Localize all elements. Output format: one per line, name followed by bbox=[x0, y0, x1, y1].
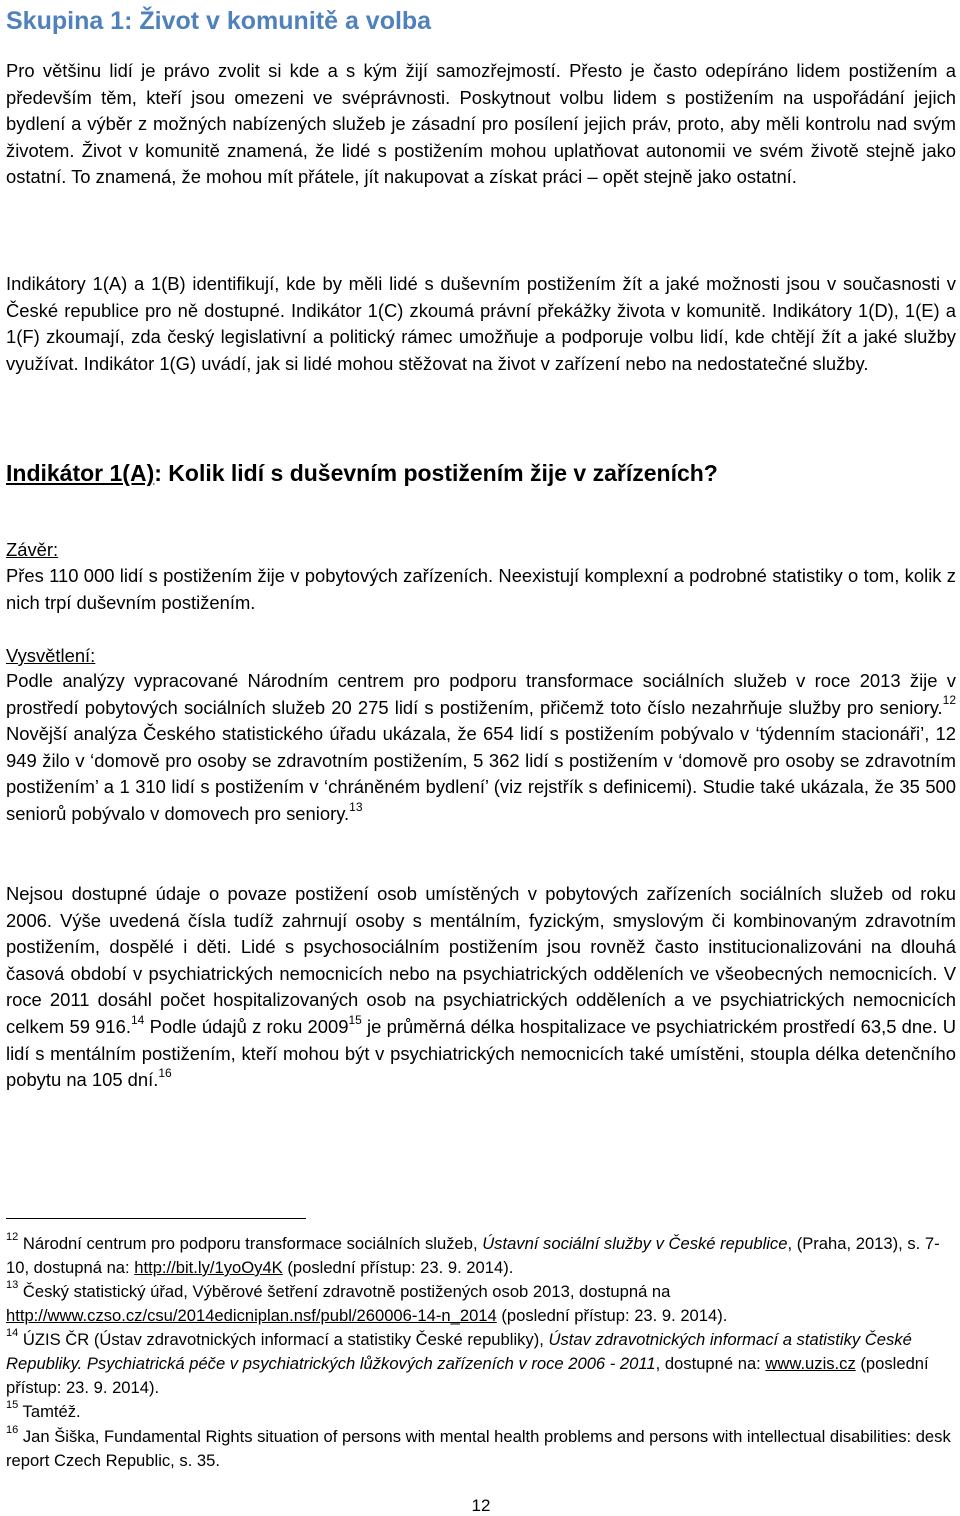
footnote-text: Národní centrum pro podporu transformace sociálních služeb, bbox=[18, 1234, 483, 1253]
footnote-text: Tamtéž. bbox=[18, 1402, 81, 1421]
explanation-label-text: Vysvětlení bbox=[6, 645, 91, 666]
section-heading: Skupina 1: Život v komunitě a volba bbox=[6, 7, 432, 35]
footnote-text: (poslední přístup: 23. 9. 2014). bbox=[496, 1306, 728, 1325]
footnote-text: (poslední přístup: 23. 9. 2014). bbox=[6, 1354, 929, 1397]
footnote-ref-16[interactable]: 16 bbox=[158, 1066, 172, 1081]
conclusion-text: Přes 110 000 lidí s postižením žije v pobytových zařízeních. Neexistují komplexní a podrobné statistiky o tom, kolik z nich trpí duševním postižením. bbox=[6, 565, 956, 613]
explanation-paragraph-1 bbox=[6, 668, 956, 828]
explanation-p2-part-c: je průměrná délka hospitalizace ve psychiatrickém prostředí 63,5 dne. U lidí s mentálním postižením, kteří mohou být v psychiatrických nemocnicích také umístěni, stoupla délka detenčního pobytu na 105 dní. bbox=[6, 1015, 956, 1091]
footnote-number: 15 bbox=[6, 1399, 19, 1412]
footnote-14 bbox=[6, 1328, 956, 1400]
page-number: 12 bbox=[471, 1496, 491, 1515]
intro-paragraph-2: Indikátory 1(A) a 1(B) identifikují, kde by měli lidé s duševním postižením žít a jaké možnosti jsou v současnosti v České republice pro ně dostupné. Indikátor 1(C) zkoumá právní překážky života v komunitě. Indikátory 1(D), 1(E) a 1(F) zkoumají, zda český legislativní a politický rámec umožňuje a podporuje volbu lidí, kde chtějí žít a jaké služby využívat. Indikátor 1(G) uvádí, jak si lidé mohou stěžovat na život v zařízení nebo na nedostatečné služby. bbox=[6, 273, 956, 374]
footnote-link[interactable]: www.uzis.cz bbox=[765, 1354, 856, 1373]
footnote-15 bbox=[6, 1400, 956, 1424]
indicator-label: Indikátor 1(A) bbox=[6, 460, 155, 486]
footnote-number: 12 bbox=[6, 1231, 19, 1244]
explanation-p2-part-b: Podle údajů z roku 2009 bbox=[144, 1015, 349, 1037]
indicator-heading bbox=[6, 457, 718, 489]
footnote-text: (poslední přístup: 23. 9. 2014). bbox=[282, 1258, 514, 1277]
footnote-divider bbox=[6, 1218, 306, 1219]
footnote-text: Jan Šiška, Fundamental Rights situation of persons with mental health problems and persons with intellectual disabilities: desk report Czech Republic, s. 35. bbox=[6, 1427, 951, 1470]
footnote-title: Ústav zdravotnických informací a statistiky České Republiky. Psychiatrická péče v psychiatrických lůžkových zařízeních v roce 2006 - 2011 bbox=[6, 1330, 912, 1373]
footnote-text: Český statistický úřad, Výběrové šetření zdravotně postižených osob 2013, dostupná na bbox=[18, 1282, 671, 1301]
footnote-number: 16 bbox=[6, 1424, 19, 1437]
footnote-text: ÚZIS ČR (Ústav zdravotnických informací a statistiky České republiky), bbox=[18, 1330, 549, 1349]
footnote-ref-14[interactable]: 14 bbox=[130, 1012, 145, 1027]
footnote-12 bbox=[6, 1232, 956, 1280]
footnote-title: Ústavní sociální služby v České republice bbox=[482, 1234, 788, 1253]
footnote-link[interactable]: http://bit.ly/1yoOy4K bbox=[134, 1258, 283, 1277]
footnote-ref-12[interactable]: 12 bbox=[942, 693, 956, 708]
intro-paragraph-1: Pro většinu lidí je právo zvolit si kde a s kým žijí samozřejmostí. Přesto je často odepíráno lidem postižením a především těm, kteří jsou omezeni ve svéprávnosti. Poskytnout volbu lidem s postižením na uspořádání jejich bydlení a výběr z možných nabízených služeb je zásadní pro posílení jejich práv, proto, aby měli kontrolu nad svým životem. Život v komunitě znamená, že lidé s postižením mohou uplatňovat autonomii ve svém životě stejně jako ostatní. To znamená, že mohou mít přátele, jít nakupovat a získat práci – opět stejně jako ostatní. bbox=[6, 60, 956, 188]
explanation-p2-part-a: Nejsou dostupné údaje o povaze postižení osob umístěných v pobytových zařízeních sociálních služeb od roku 2006. Výše uvedená čísla tudíž zahrnují osoby s mentálním, fyzickým, smyslovým či kombinovaným zdravotním postižením, dospělé i děti. Lidé s psychosociálním postižením jsou rovněž často institucionalizováni na dlouhá časová období v psychiatrických nemocnicích nebo na psychiatrických odděleních ve všeobecných nemocnicích. V roce 2011 dosáhl počet hospitalizovaných osob na psychiatrických odděleních a ve psychiatrických nemocnicích celkem 59 916. bbox=[6, 883, 956, 1037]
explanation-colon: : bbox=[90, 645, 96, 666]
footnote-number: 14 bbox=[6, 1327, 19, 1340]
indicator-question: : Kolik lidí s duševním postižením žije v zařízeních? bbox=[154, 460, 718, 486]
explanation-p1-part-b: Novější analýza Českého statistického úřadu ukázala, že 654 lidí s postižením pobývalo v ‘týdenním stacionáři’, 12 949 žilo v ‘domově pro osoby se zdravotním postižením, 5 362 lidí s postižením v ‘domově pro osoby se zdravotním postižením’ a 1 310 lidí s postižením v ‘chráněném bydlení’ (viz rejstřík s definicemi). Studie také ukázala, že 35 500 seniorů pobývalo v domovech pro seniory. bbox=[6, 723, 956, 824]
conclusion-colon: : bbox=[53, 539, 59, 560]
conclusion-label bbox=[6, 537, 58, 563]
explanation-p1-part-a: Podle analýzy vypracované Národním centrem pro podporu transformace sociálních služeb v roce 2013 žije v prostředí pobytových sociálních služeb 20 275 lidí s postižením, přičemž toto číslo nezahrňuje služby pro seniory. bbox=[6, 670, 956, 718]
conclusion-label-text: Závěr bbox=[6, 539, 54, 560]
footnote-text: , (Praha, 2013), s. 7-10, dostupná na: bbox=[6, 1234, 940, 1277]
footnote-ref-15[interactable]: 15 bbox=[348, 1012, 362, 1027]
footnote-link[interactable]: http://www.czso.cz/csu/2014edicniplan.nsf/publ/260006-14-n_2014 bbox=[6, 1306, 497, 1325]
explanation-paragraph-2 bbox=[6, 881, 956, 1094]
footnote-ref-13[interactable]: 13 bbox=[349, 799, 363, 814]
footnote-16 bbox=[6, 1425, 956, 1473]
explanation-label bbox=[6, 643, 95, 669]
footnote-text: , dostupné na: bbox=[655, 1354, 766, 1373]
footnote-13 bbox=[6, 1280, 956, 1328]
footnote-number: 13 bbox=[6, 1279, 19, 1292]
